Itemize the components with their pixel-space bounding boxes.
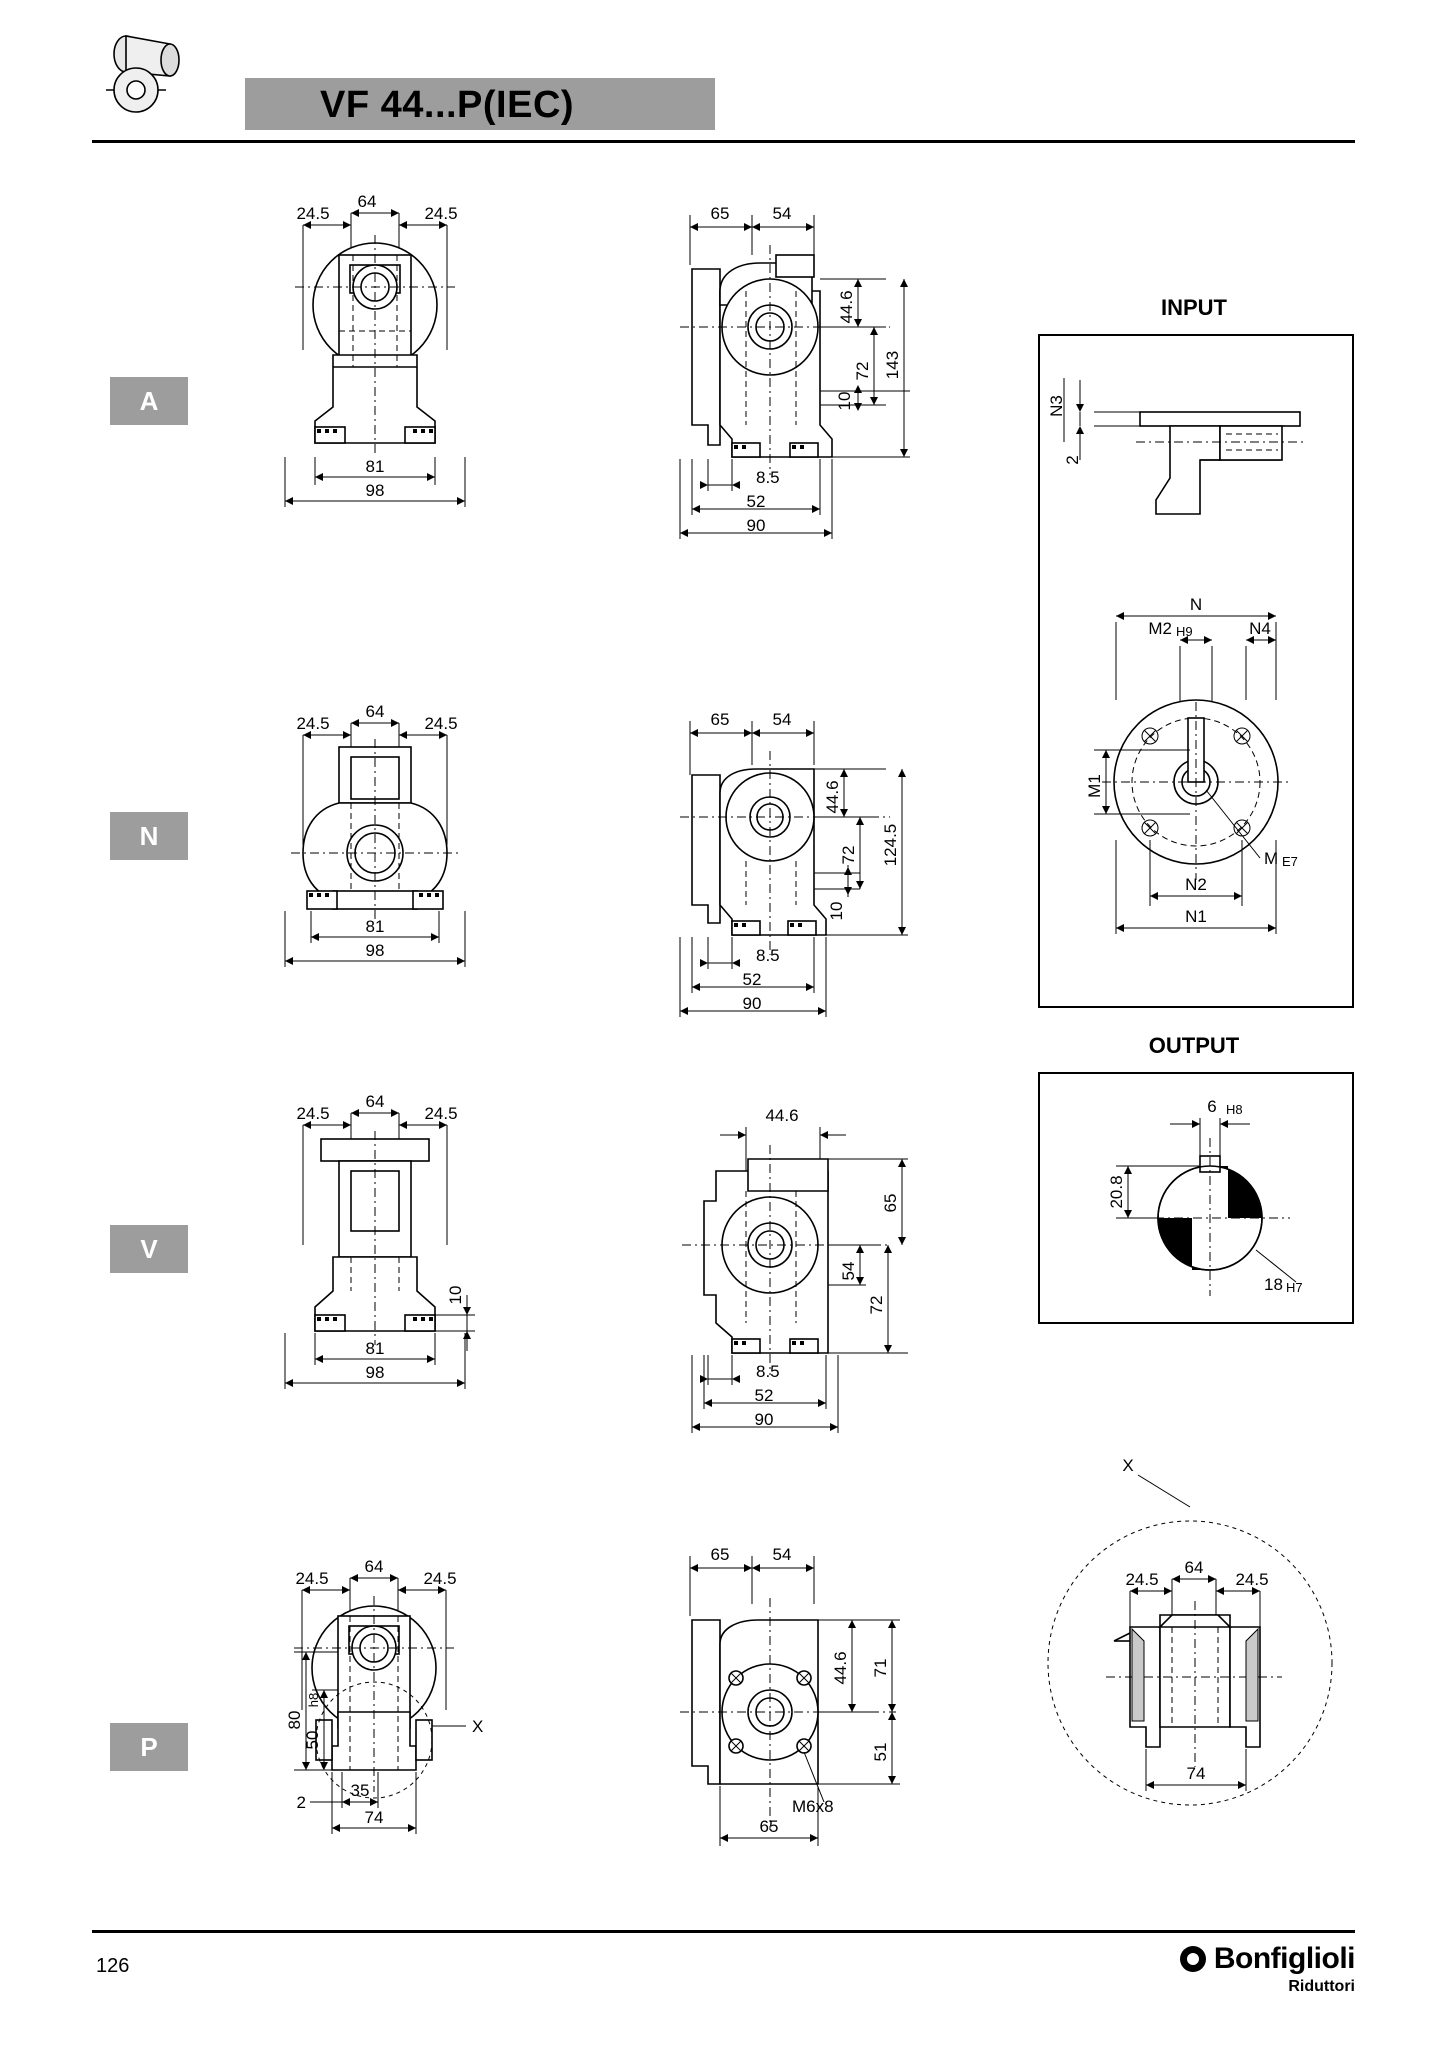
dim-v-front-98: 98 — [365, 1363, 385, 1382]
dim-p-front-80: 80 — [285, 1710, 304, 1730]
dim-p-front-74: 74 — [364, 1808, 384, 1827]
dim-a-side-54: 54 — [772, 204, 792, 223]
dim-output-18: 18 — [1264, 1275, 1283, 1294]
dim-v-front-left-24-5: 24.5 — [296, 1104, 330, 1123]
dim-n-side-10: 10 — [827, 901, 846, 921]
dim-p-side-65-bottom: 65 — [759, 1817, 779, 1836]
dim-p-detail-left-24-5: 24.5 — [1125, 1570, 1159, 1589]
view-tag-p: P — [110, 1723, 188, 1771]
brand-subtitle: Riduttori — [1288, 1978, 1355, 1995]
dim-a-side-10: 10 — [835, 391, 854, 411]
dim-input-n3: N3 — [1047, 395, 1066, 417]
view-tag-a: A — [110, 377, 188, 425]
dim-v-side-8-5: 8.5 — [756, 1362, 780, 1381]
dim-v-side-44-6: 44.6 — [765, 1106, 799, 1125]
dim-v-side-65: 65 — [881, 1193, 900, 1213]
dim-p-side-m6x8: M6x8 — [792, 1797, 834, 1816]
dim-p-side-71: 71 — [871, 1658, 890, 1678]
dim-v-side-72: 72 — [867, 1295, 886, 1315]
brand-dot-icon — [1180, 1946, 1206, 1972]
dim-n-side-52: 52 — [742, 970, 762, 989]
dim-p-detail-right-24-5: 24.5 — [1235, 1570, 1269, 1589]
dim-output-6: 6 — [1207, 1097, 1217, 1116]
gearbox-logo-icon — [96, 32, 192, 116]
dim-a-front-98: 98 — [365, 481, 385, 500]
dim-v-front-right-24-5: 24.5 — [424, 1104, 458, 1123]
dim-v-front-64: 64 — [365, 1092, 385, 1111]
dim-p-detail-64: 64 — [1184, 1558, 1204, 1577]
footer-rule — [92, 1930, 1355, 1933]
dim-n-side-65: 65 — [710, 710, 730, 729]
dim-input-n1: N1 — [1185, 907, 1207, 926]
dim-input-m2: M2 — [1148, 619, 1172, 638]
dim-v-front-10: 10 — [446, 1285, 465, 1305]
dim-p-front-64: 64 — [364, 1557, 384, 1576]
dim-input-m-tol: E7 — [1282, 854, 1298, 869]
dim-a-side-65: 65 — [710, 204, 730, 223]
dim-n-side-44-6: 44.6 — [823, 780, 842, 814]
dim-p-front-callout-x: X — [472, 1717, 484, 1736]
dim-n-side-72: 72 — [839, 845, 858, 865]
brand-name: Bonfiglioli — [1213, 1942, 1355, 1975]
dim-input-m2-tol: H9 — [1176, 624, 1193, 639]
dim-v-front-81: 81 — [365, 1339, 385, 1358]
view-tag-n: N — [110, 812, 188, 860]
dim-output-20-8: 20.8 — [1107, 1175, 1126, 1209]
dim-n-side-90: 90 — [742, 994, 762, 1013]
dim-a-side-90: 90 — [746, 516, 766, 535]
dim-p-detail-callout-x: X — [1122, 1456, 1134, 1475]
dim-n-side-8-5: 8.5 — [756, 946, 780, 965]
dim-input-n4: N4 — [1249, 619, 1271, 638]
dim-n-side-124-5: 124.5 — [881, 823, 900, 867]
dim-input-n2: N2 — [1185, 875, 1207, 894]
drawing-input-shaft — [1047, 350, 1340, 550]
dim-p-side-51: 51 — [871, 1742, 890, 1762]
drawing-p-front — [250, 1540, 550, 1940]
drawing-output-bore — [1060, 1090, 1340, 1310]
dim-a-side-44-6: 44.6 — [837, 290, 856, 324]
dim-a-side-52: 52 — [746, 492, 766, 511]
dim-n-side-54: 54 — [772, 710, 792, 729]
drawing-p-side — [660, 1540, 980, 1940]
dim-p-detail-74: 74 — [1186, 1764, 1206, 1783]
page-number: 126 — [96, 1955, 130, 1977]
dim-n-front-64: 64 — [365, 702, 385, 721]
dim-p-front-50: 50 — [303, 1730, 322, 1750]
dim-p-front-right-24-5: 24.5 — [423, 1569, 457, 1588]
dim-p-side-44-6: 44.6 — [831, 1651, 850, 1685]
dim-a-side-8-5: 8.5 — [756, 468, 780, 487]
dim-input-n: N — [1189, 595, 1203, 614]
brand-logo — [1180, 1942, 1355, 1996]
drawing-n-front — [255, 702, 495, 1065]
dim-output-18-tol: H7 — [1286, 1280, 1303, 1295]
dim-a-front-64: 64 — [357, 192, 377, 211]
dim-v-side-90: 90 — [754, 1410, 774, 1429]
dim-input-m1: M1 — [1085, 774, 1104, 798]
dim-p-front-2: 2 — [296, 1793, 306, 1812]
dim-p-front-35: 35 — [350, 1781, 370, 1800]
header-rule — [92, 140, 1355, 143]
dim-n-front-left-24-5: 24.5 — [296, 714, 330, 733]
drawing-v-side — [660, 1095, 980, 1455]
page-title: VF 44...P(IEC) — [320, 84, 575, 126]
dim-a-side-72: 72 — [853, 361, 872, 381]
drawing-p-detail-x — [1020, 1455, 1360, 1855]
dim-a-front-right-24-5: 24.5 — [424, 204, 458, 223]
dim-p-side-65: 65 — [710, 1545, 730, 1564]
input-panel-title: INPUT — [1161, 295, 1227, 320]
dim-a-front-left-24-5: 24.5 — [296, 204, 330, 223]
dim-a-front-81: 81 — [365, 457, 385, 476]
drawing-input-flange — [1060, 590, 1340, 990]
dim-v-side-54: 54 — [839, 1261, 858, 1281]
dim-n-front-81: 81 — [365, 917, 385, 936]
dim-v-side-52: 52 — [754, 1386, 774, 1405]
dim-p-front-left-24-5: 24.5 — [295, 1569, 329, 1588]
drawing-a-side — [660, 195, 980, 595]
drawing-v-front — [255, 1092, 515, 1455]
dim-input-m: M — [1264, 849, 1279, 868]
drawing-a-front — [255, 192, 495, 595]
output-panel-title: OUTPUT — [1148, 1033, 1240, 1058]
dim-input-2: 2 — [1063, 455, 1082, 465]
dim-p-side-54: 54 — [772, 1545, 792, 1564]
drawing-n-side — [660, 705, 980, 1065]
dim-n-front-98: 98 — [365, 941, 385, 960]
dim-n-front-right-24-5: 24.5 — [424, 714, 458, 733]
dim-a-side-143: 143 — [883, 350, 902, 380]
view-tag-v: V — [110, 1225, 188, 1273]
dim-output-6-tol: H8 — [1226, 1102, 1243, 1117]
dim-p-front-50-tol: h8 — [306, 1692, 321, 1708]
